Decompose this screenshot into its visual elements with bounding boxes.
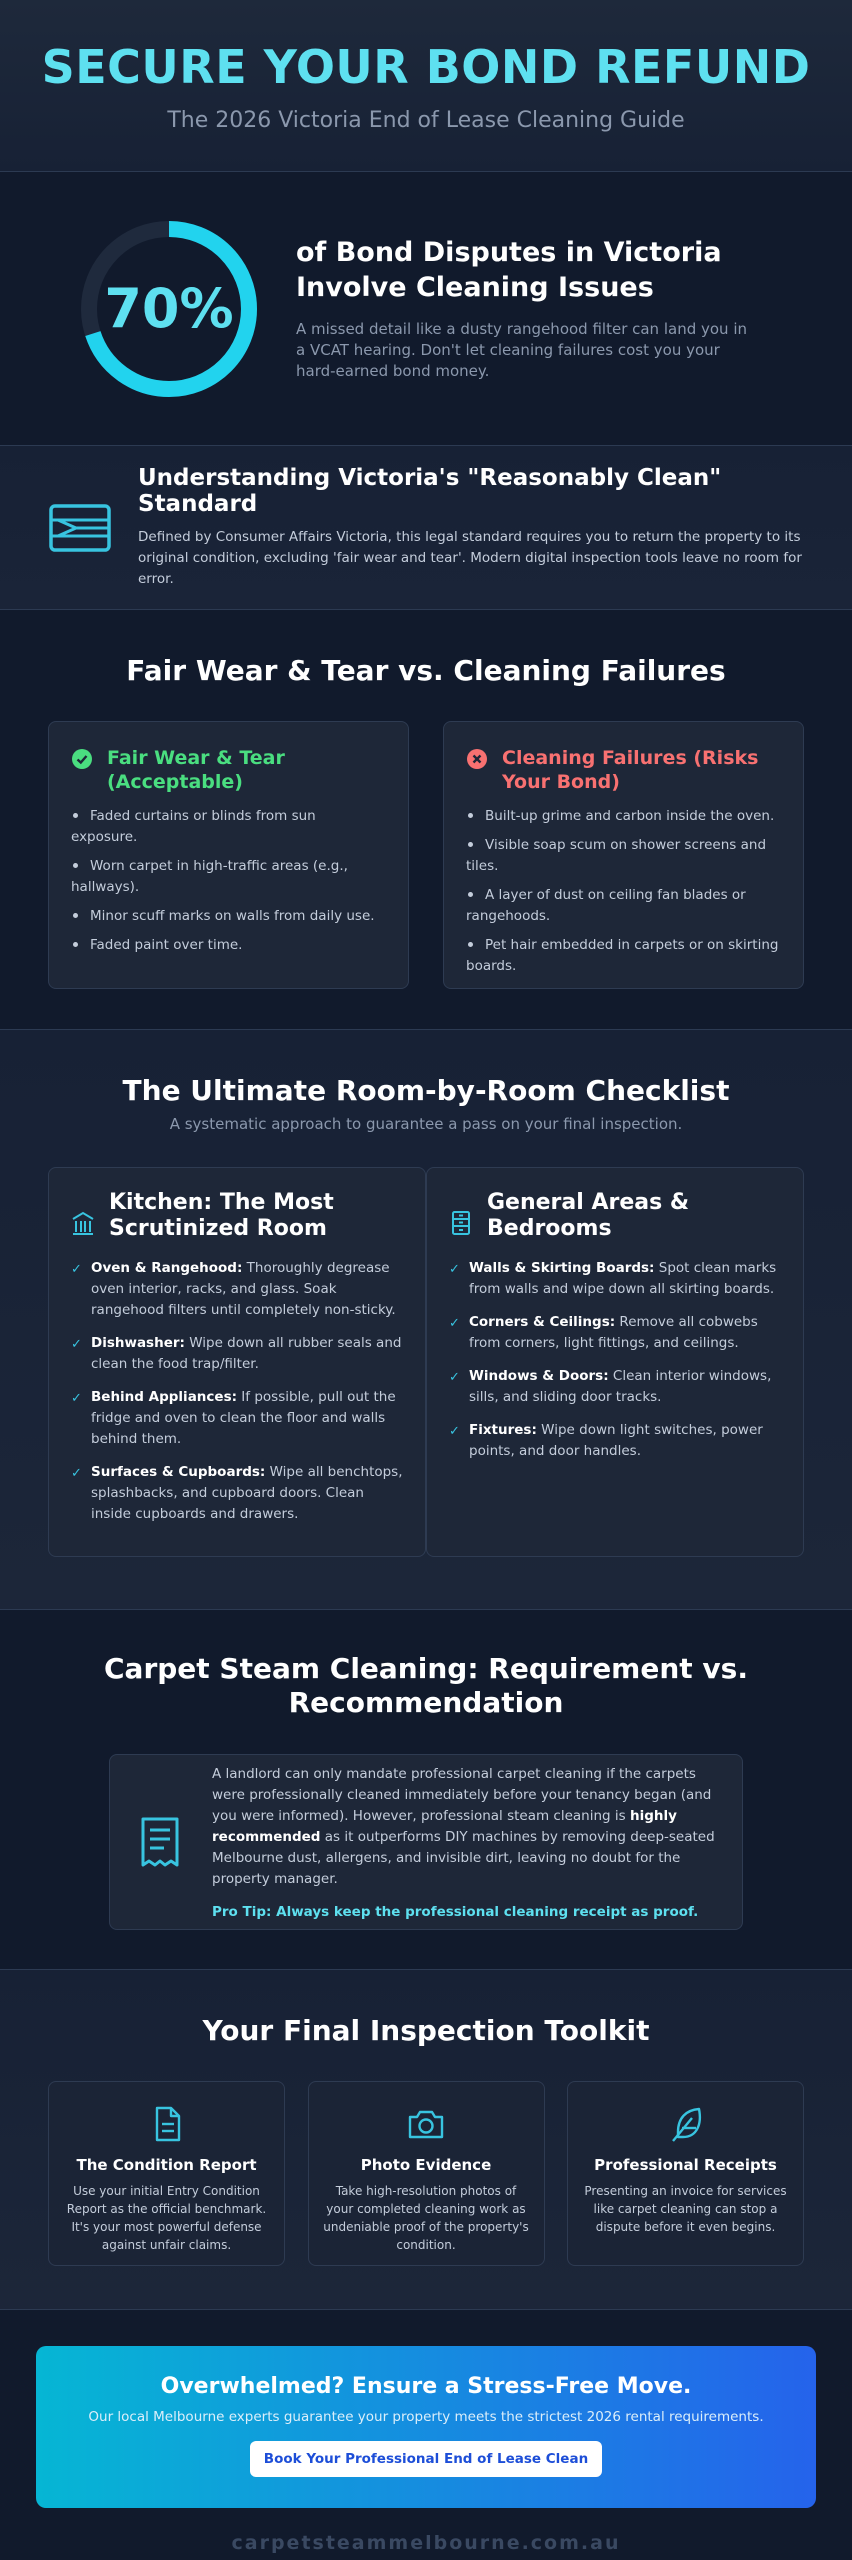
checklist-item: ✓ Surfaces & Cupboards: Wipe all benchtops, splashbacks, and cupboard doors. Clean inside cupboards and drawers. [71,1462,403,1525]
standard-body: Defined by Consumer Affairs Victoria, this legal standard requires you to return the property to its original condition, excluding 'fair wear and tear'. Modern digital inspection tools leave no room for error. [138,529,802,587]
page-title: SECURE YOUR BOND REFUND [41,40,811,94]
carpet-title: Carpet Steam Cleaning: Requirement vs. Recommendation [104,1652,748,1719]
list-item: Built-up grime and carbon inside the oven. [466,806,781,827]
checklist-section [0,1030,852,1610]
toolkit-title: Your Final Inspection Toolkit [202,2014,650,2047]
list-item: Minor scuff marks on walls from daily use. [71,906,386,927]
comparison-section [0,610,852,1030]
stat-text [296,235,756,382]
checklist-subtitle: A systematic approach to guarantee a pass on your final inspection. [169,1115,683,1133]
check-circle-icon [71,748,93,770]
comparison-title: Fair Wear & Tear vs. Cleaning Failures [126,654,726,687]
wardrobe-icon [449,1210,473,1236]
general-areas-checklist [449,1258,781,1462]
toolkit-card-body: Take high-resolution photos of your completed cleaning work as undeniable proof of the property's condition. [323,2184,529,2252]
list-item: A layer of dust on ceiling fan blades or rangehoods. [466,887,746,924]
checklist-item: ✓ Corners & Ceilings: Remove all cobwebs from corners, light fittings, and ceilings. [449,1312,781,1354]
cta-section [0,2310,852,2560]
standard-heading: Understanding Victoria's "Reasonably Clean" Standard [138,465,722,517]
standard-text [138,465,808,590]
list-item: Worn carpet in high-traffic areas (e.g., hallways). [71,858,348,895]
cleaning-failures-list [466,806,781,977]
book-clean-button[interactable]: Book Your Professional End of Lease Clean [250,2441,602,2477]
list-item: Pet hair embedded in carpets or on skirting boards. [466,937,779,974]
document-scan-icon [48,503,112,553]
checklist-item: ✓ Behind Appliances: If possible, pull out the fridge and oven to clean the floor and walls behind them. [71,1387,403,1450]
toolkit-card-title: Professional Receipts [594,2156,777,2174]
checklist-item: ✓ Fixtures: Wipe down light switches, power points, and door handles. [449,1420,781,1462]
kitchen-card [48,1167,426,1557]
carpet-body: A landlord can only mandate professional carpet cleaning if the carpets were professionally cleaned immediately before your tenancy began (and you were informed). However, professional steam cleaning is highly recommended as it outperforms DIY machines by removing deep-seated Melbourne dust, allergens, and invisible dirt, leaving no doubt for the property manager. [212,1766,715,1887]
checkmark-icon: ✓ [71,1391,82,1406]
toolkit-card-condition-report [48,2081,285,2266]
toolkit-card-title: Photo Evidence [360,2156,492,2174]
cleaning-failures-heading: Cleaning Failures (Risks Your Bond) [502,747,759,793]
toolkit-card-body: Presenting an invoice for services like carpet cleaning can stop a dispute before it even begins. [584,2184,787,2234]
general-areas-heading: General Areas & Bedrooms [487,1190,690,1241]
stat-heading: of Bond Disputes in Victoria Involve Cleaning Issues [296,237,722,303]
checklist-item: ✓ Windows & Doors: Clean interior windows, sills, and sliding door tracks. [449,1366,781,1408]
toolkit-card-body: Use your initial Entry Condition Report as the official benchmark. It's your most powerful defense against unfair claims. [66,2184,267,2252]
carpet-text [212,1764,720,1920]
general-areas-card [426,1167,804,1557]
carpet-card [109,1754,743,1930]
receipt-icon [140,1816,180,1868]
percent-label: 70% [104,277,234,340]
footer-domain: carpetsteammelbourne.com.au [231,2532,621,2554]
kitchen-icon [71,1210,95,1236]
kitchen-heading: Kitchen: The Most Scrutinized Room [109,1190,334,1241]
cta-banner [36,2346,816,2508]
checkmark-icon: ✓ [449,1424,460,1439]
cleaning-failures-card [443,721,804,989]
camera-icon [406,2104,446,2144]
hero-header [0,0,852,172]
checkmark-icon: ✓ [449,1262,460,1277]
checklist-item: ✓ Walls & Skirting Boards: Spot clean marks from walls and wipe down all skirting boards. [449,1258,781,1300]
list-item: Visible soap scum on shower screens and tiles. [466,837,767,874]
checklist-item: ✓ Dishwasher: Wipe down all rubber seals and clean the food trap/filter. [71,1333,403,1375]
checklist-title: The Ultimate Room-by-Room Checklist [122,1074,730,1107]
kitchen-checklist [71,1258,403,1525]
page-subtitle: The 2026 Victoria End of Lease Cleaning Guide [167,108,685,133]
pro-tip: Pro Tip: Always keep the professional cleaning receipt as proof. [212,1904,699,1920]
fair-wear-list [71,806,386,956]
toolkit-card-photo-evidence [308,2081,545,2266]
cta-body: Our local Melbourne experts guarantee your property meets the strictest 2026 rental requirements. [88,2409,764,2425]
stat-section [0,172,852,446]
file-text-icon [147,2104,187,2144]
percent-ring [78,218,260,400]
toolkit-section [0,1970,852,2310]
stat-body: A missed detail like a dusty rangehood filter can land you in a VCAT hearing. Don't let cleaning failures cost you your hard-earned bond money. [296,320,747,380]
checkmark-icon: ✓ [71,1466,82,1481]
fair-wear-heading: Fair Wear & Tear (Acceptable) [107,747,285,793]
cta-heading: Overwhelmed? Ensure a Stress-Free Move. [160,2374,692,2399]
feather-icon [666,2104,706,2144]
checkmark-icon: ✓ [71,1337,82,1352]
standard-section [0,446,852,610]
checkmark-icon: ✓ [449,1316,460,1331]
checkmark-icon: ✓ [449,1370,460,1385]
checklist-item: ✓ Oven & Rangehood: Thoroughly degrease oven interior, racks, and glass. Soak rangehood filters until completely non-sticky. [71,1258,403,1321]
list-item: Faded paint over time. [71,935,386,956]
carpet-section [0,1610,852,1970]
x-circle-icon [466,748,488,770]
fair-wear-card [48,721,409,989]
toolkit-card-professional-receipts [567,2081,804,2266]
list-item: Faded curtains or blinds from sun exposure. [71,808,316,845]
toolkit-card-title: The Condition Report [76,2156,257,2174]
checkmark-icon: ✓ [71,1262,82,1277]
